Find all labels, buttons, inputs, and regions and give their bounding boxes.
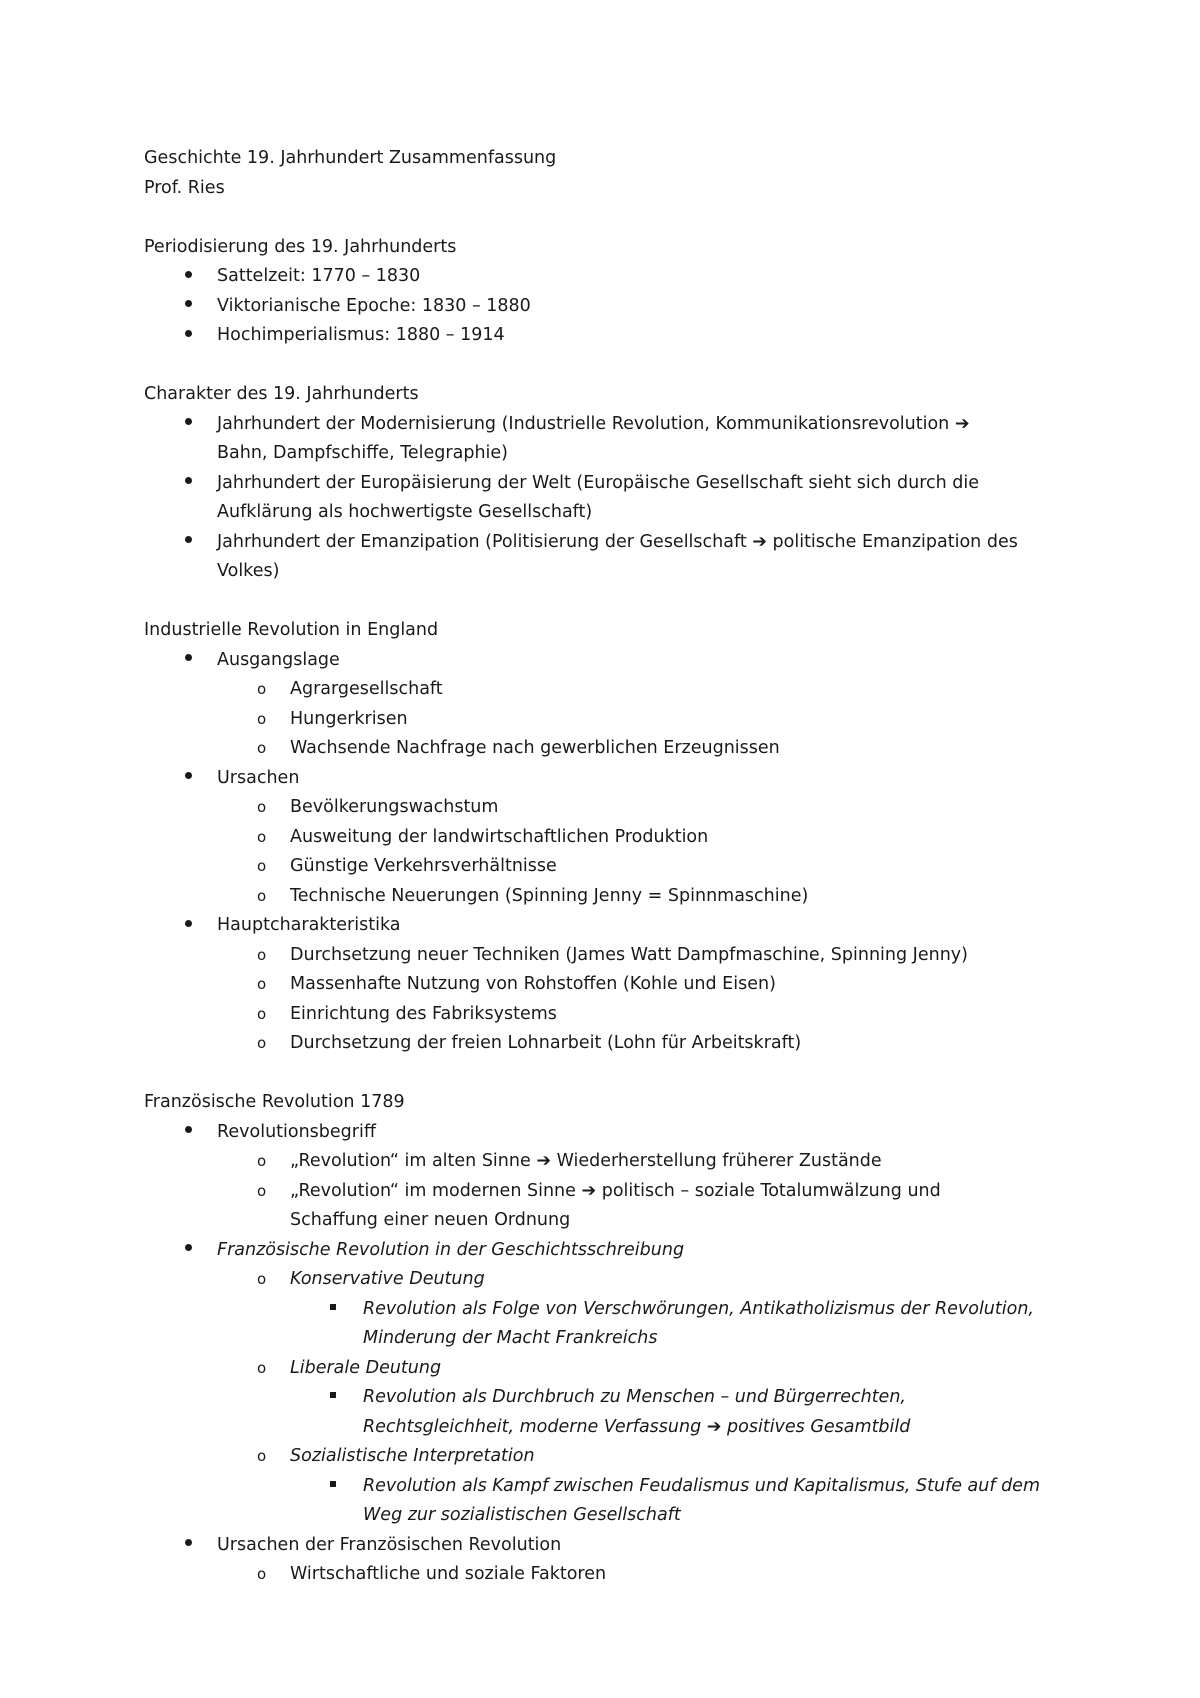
spacer [144,587,1064,617]
bullet-icon [330,1383,350,1413]
bullet-icon: o [257,857,267,875]
list-industrielle-revolution [144,646,1064,1059]
bullet-icon [185,1531,205,1561]
list-item: Ursachen o Bevölkerungswachstum o Ausweitung der landwirtschaftlichen Produktion o Günstige Verkehrsverhältnisse o Technische Neuerungen (Spinning Jenny = Spinnmaschine) [144,764,1064,912]
bullet-icon [185,1118,205,1148]
bullet-icon: o [257,827,267,846]
bullet-icon [185,410,205,440]
list-item: o Massenhafte Nutzung von Rohstoffen (Kohle und Eisen) [217,970,1064,1000]
sublist-ausgangslage [217,675,1064,764]
list-item: o Technische Neuerungen (Spinning Jenny = Spinnmaschine) [217,882,1064,912]
bullet-icon: o [257,975,267,993]
bullet-icon [185,764,205,794]
sublist-konservative-deutung [290,1295,1064,1354]
list-item: o „Revolution“ im alten Sinne ➔ Wiederherstellung früherer Zustände [217,1147,1064,1177]
spacer [144,1059,1064,1089]
list-item: Revolutionsbegriff o „Revolution“ im alten Sinne ➔ Wiederherstellung früherer Zustände o „Revolution“ im modernen Sinne ➔ politisch – soziale Totalumwälzung und Schaffung einer neuen Ordnung [144,1118,1064,1236]
list-item: o Agrargesellschaft [217,675,1064,705]
list-item: Hauptcharakteristika o Durchsetzung neuer Techniken (James Watt Dampfmaschine, Spinning Jenny) o Massenhafte Nutzung von Rohstoffen (Kohle und Eisen) o Einrichtung des Fabriksystems o Durchsetzung der freien Lohnarbeit (Lohn für Arbeitskraft) [144,911,1064,1059]
bullet-icon [185,528,205,558]
sublist-hauptcharakteristika [217,941,1064,1059]
bullet-icon [185,469,205,499]
arrow-right-icon: ➔ [954,413,970,434]
list-item: o Durchsetzung der freien Lohnarbeit (Lohn für Arbeitskraft) [217,1029,1064,1059]
list-item: Hochimperialismus: 1880 – 1914 [144,321,1064,351]
list-item: Ausgangslage o Agrargesellschaft o Hungerkrisen o Wachsende Nachfrage nach gewerblichen Erzeugnissen [144,646,1064,764]
sublist-geschichtsschreibung [217,1265,1064,1531]
list-item: o Einrichtung des Fabriksystems [217,1000,1064,1030]
bullet-icon: o [257,1565,267,1583]
list-item: o Wachsende Nachfrage nach gewerblichen Erzeugnissen [217,734,1064,764]
list-item: Revolution als Durchbruch zu Menschen – und Bürgerrechten, Rechtsgleichheit, moderne Verfassung ➔ positives Gesamtbild [290,1383,1064,1442]
list-item: Revolution als Kampf zwischen Feudalismus und Kapitalismus, Stufe auf dem Weg zur sozialistischen Gesellschaft [290,1472,1064,1531]
list-periodisierung [144,262,1064,351]
bullet-icon [185,1236,205,1266]
bullet-icon [185,262,205,292]
list-charakter [144,410,1064,587]
list-item: o Ausweitung der landwirtschaftlichen Produktion [217,823,1064,853]
section-title-franzoesische-revolution: Französische Revolution 1789 [144,1092,405,1112]
bullet-icon [185,911,205,941]
list-item: Jahrhundert der Europäisierung der Welt (Europäische Gesellschaft sieht sich durch die Aufklärung als hochwertigste Gesellschaft) [144,469,1064,528]
bullet-icon: o [257,1181,267,1200]
section-title-periodisierung: Periodisierung des 19. Jahrhunderts [144,236,457,257]
list-item: o Bevölkerungswachstum [217,793,1064,823]
arrow-right-icon: ➔ [752,531,767,552]
bullet-icon: o [257,886,267,905]
bullet-icon: o [257,1358,267,1377]
list-item: Jahrhundert der Modernisierung (Industrielle Revolution, Kommunikationsrevolution ➔ Bahn, Dampfschiffe, Telegraphie) [144,410,1064,469]
list-franzoesische-revolution [144,1118,1064,1590]
document-body [144,144,1064,1590]
section-title-industrielle-revolution: Industrielle Revolution in England [144,620,439,640]
list-item: o Sozialistische Interpretation Revolution als Kampf zwischen Feudalismus und Kapitalismus, Stufe auf dem Weg zur sozialistischen Gesellschaft [217,1442,1064,1531]
bullet-icon: o [257,709,267,728]
list-item: Viktorianische Epoche: 1830 – 1880 [144,292,1064,322]
sublist-revolutionsbegriff [217,1147,1064,1236]
list-item: Ursachen der Französischen Revolution o Wirtschaftliche und soziale Faktoren [144,1531,1064,1590]
bullet-icon: o [257,739,267,757]
list-item: o Liberale Deutung Revolution als Durchbruch zu Menschen – und Bürgerrechten, Rechtsgleichheit, moderne Verfassung ➔ positives Gesamtbild [217,1354,1064,1443]
spacer [144,203,1064,233]
bullet-icon: o [257,798,267,816]
bullet-icon: o [257,1447,267,1465]
arrow-right-icon: ➔ [581,1180,597,1201]
spacer [144,351,1064,381]
bullet-icon [185,292,205,322]
bullet-icon [185,321,205,351]
bullet-icon: o [257,945,267,964]
section-title-charakter: Charakter des 19. Jahrhunderts [144,384,419,404]
list-item: o Wirtschaftliche und soziale Faktoren [217,1560,1064,1590]
document-author: Prof. Ries [144,177,225,198]
sublist-ursachen-revolution [217,1560,1064,1590]
list-item: o Durchsetzung neuer Techniken (James Watt Dampfmaschine, Spinning Jenny) [217,941,1064,971]
list-item: o „Revolution“ im modernen Sinne ➔ politisch – soziale Totalumwälzung und Schaffung einer neuen Ordnung [217,1177,1064,1236]
bullet-icon [330,1295,350,1325]
bullet-icon [185,646,205,676]
list-item: o Hungerkrisen [217,705,1064,735]
list-item: o Konservative Deutung Revolution als Folge von Verschwörungen, Antikatholizismus der Revolution, Minderung der Macht Frankreichs [217,1265,1064,1354]
sublist-liberale-deutung [290,1383,1064,1442]
bullet-icon: o [257,1034,267,1052]
arrow-right-icon: ➔ [536,1151,551,1171]
sublist-ursachen [217,793,1064,911]
list-item: Französische Revolution in der Geschichtsschreibung o Konservative Deutung Revolution als Folge von Verschwörungen, Antikatholizismus der Revolution, Minderung der Macht Frankreichs o Liberale Deutung Revolution als Durchbruch zu Menschen – und Bürgerrechten, Rechtsgleichheit, moderne Verfassung ➔ positives Gesamtbild o Sozialistische Interpretation Revolution als Kampf zwischen Feudalismus und Kapitalismus, Stufe auf dem Weg zur sozialistischen Gesellschaft [144,1236,1064,1531]
sublist-sozialistische-interpretation [290,1472,1064,1531]
list-item: Revolution als Folge von Verschwörungen, Antikatholizismus der Revolution, Minderung der Macht Frankreichs [290,1295,1064,1354]
bullet-icon: o [257,1152,267,1170]
list-item: o Günstige Verkehrsverhältnisse [217,852,1064,882]
bullet-icon: o [257,1004,267,1023]
bullet-icon [330,1472,350,1502]
list-item: Sattelzeit: 1770 – 1830 [144,262,1064,292]
list-item: Jahrhundert der Emanzipation (Politisierung der Gesellschaft ➔ politische Emanzipation des Volkes) [144,528,1064,587]
arrow-right-icon: ➔ [706,1416,722,1437]
document-title: Geschichte 19. Jahrhundert Zusammenfassung [144,148,557,168]
bullet-icon: o [257,1270,267,1288]
bullet-icon: o [257,680,267,698]
